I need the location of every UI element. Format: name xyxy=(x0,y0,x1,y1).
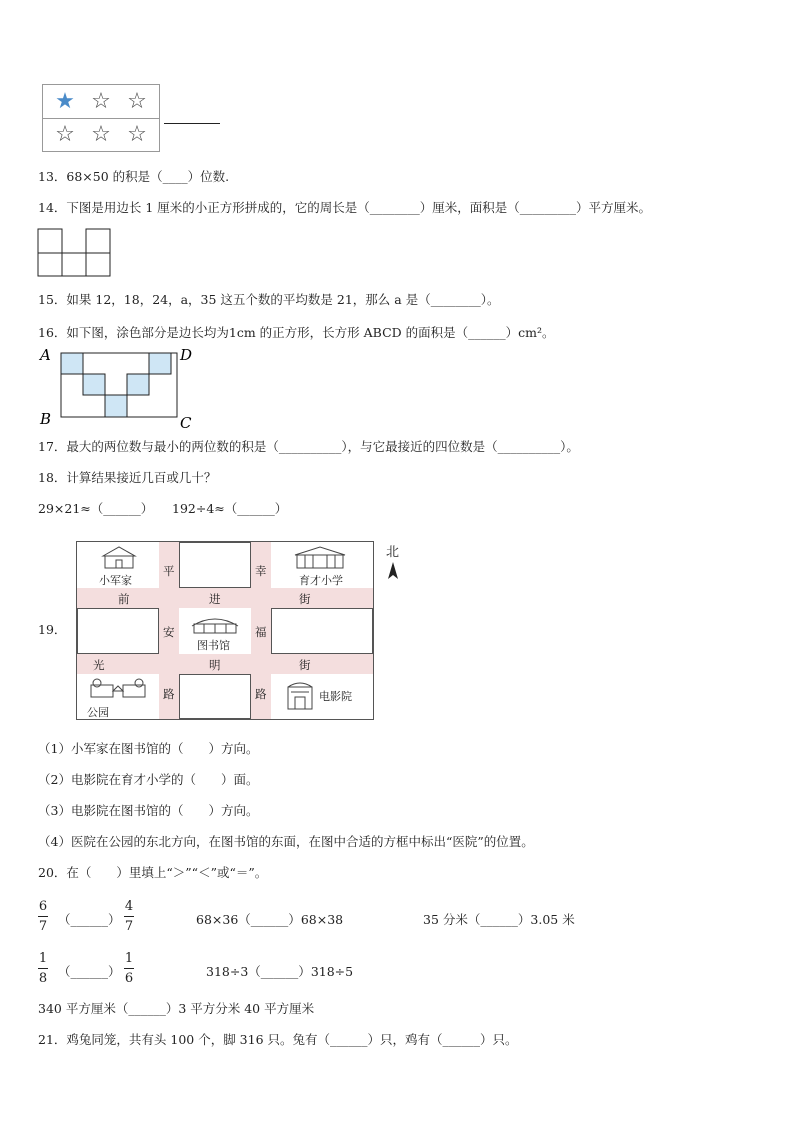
road-char: 幸 xyxy=(255,564,267,578)
fraction-1-8: 1 8 xyxy=(38,951,48,986)
north-label: 北 xyxy=(386,545,400,560)
block-library[interactable] xyxy=(179,608,251,654)
stars-row-2 xyxy=(43,118,159,151)
north-arrow-icon xyxy=(386,561,400,581)
road-char: 进 xyxy=(209,592,221,606)
road-char: 安 xyxy=(163,625,175,639)
fraction-4-7: 4 7 xyxy=(124,899,134,934)
question-17: 17．最大的两位数与最小的两位数的积是（__________），与它最接近的四位数是（__________）。 xyxy=(38,439,579,454)
q19-sub-1: （1）小军家在图书馆的（ ）方向。 xyxy=(38,741,259,756)
question-20: 20．在（ ）里填上“＞”“＜”或“＝”。 xyxy=(38,865,268,880)
road-char: 路 xyxy=(255,687,267,701)
cinema-icon xyxy=(285,679,315,711)
road-char: 前 xyxy=(118,592,130,606)
vertex-a-label: A xyxy=(40,346,51,364)
road-char: 街 xyxy=(299,592,311,606)
place-yucai-label: 育才小学 xyxy=(299,574,343,587)
block-empty-middle-left[interactable] xyxy=(77,608,159,654)
answer-blank[interactable]: （______） xyxy=(248,964,311,979)
road-char: 光 xyxy=(93,658,105,672)
q16-rectangle-figure xyxy=(38,344,198,430)
road-guangming-street xyxy=(77,654,373,674)
question-15: 15．如果 12，18，24，a，35 这五个数的平均数是 21，那么 a 是（________）。 xyxy=(38,292,500,307)
place-library-label: 图书馆 xyxy=(197,639,230,652)
house-icon xyxy=(99,545,139,569)
question-19-number: 19． xyxy=(38,622,67,637)
empty-star-icon: ☆ xyxy=(127,88,147,114)
q19-map xyxy=(76,541,374,720)
q18-expr-a: 29×21≈（______） xyxy=(38,501,154,516)
empty-star-icon: ☆ xyxy=(55,122,75,147)
empty-star-icon: ☆ xyxy=(91,122,111,147)
stars-row-1 xyxy=(43,85,159,118)
road-char: 明 xyxy=(209,658,221,672)
question-18: 18．计算结果接近几百或几十？ xyxy=(38,470,217,485)
compare-item-68x36: 68×36（______）68×38 xyxy=(196,912,344,927)
road-char: 路 xyxy=(163,687,175,701)
answer-blank[interactable]: （______） xyxy=(238,912,301,927)
vertex-c-label: C xyxy=(180,414,192,430)
park-icon xyxy=(87,677,149,699)
vertex-d-label: D xyxy=(180,346,193,364)
question-14: 14．下图是用边长 1 厘米的小正方形拼成的，它的周长是（________）厘米，面积是（_________）平方厘米。 xyxy=(38,200,652,215)
compare-item-length: 35 分米（______）3.05 米 xyxy=(423,912,575,927)
answer-line[interactable] xyxy=(164,123,220,124)
answer-blank[interactable]: （______） xyxy=(58,912,121,927)
block-empty-top-middle[interactable] xyxy=(179,542,251,588)
compare-item-318: 318÷3（______）318÷5 xyxy=(206,964,354,979)
vertex-b-label: B xyxy=(40,410,52,428)
place-xiaojun-label: 小军家 xyxy=(99,574,132,587)
answer-blank[interactable]: （______） xyxy=(467,912,531,927)
q19-sub-2: （2）电影院在育才小学的（ ）面。 xyxy=(38,772,259,787)
block-yucai[interactable] xyxy=(271,542,373,588)
road-char: 街 xyxy=(299,658,311,672)
place-cinema-label: 电影院 xyxy=(319,690,352,703)
q19-sub-3: （3）电影院在图书馆的（ ）方向。 xyxy=(38,803,259,818)
block-cinema[interactable] xyxy=(271,674,373,719)
fraction-6-7: 6 7 xyxy=(38,899,48,934)
answer-blank[interactable]: （______） xyxy=(58,964,121,979)
fraction-1-6: 1 6 xyxy=(124,951,134,986)
road-char: 平 xyxy=(163,564,175,578)
question-13: 13．68×50 的积是（____）位数. xyxy=(38,169,230,184)
filled-star-icon: ★ xyxy=(55,88,75,114)
question-21: 21．鸡兔同笼，共有头 100 个，脚 316 只。兔有（______）只，鸡有（______）只。 xyxy=(38,1032,518,1047)
block-park[interactable] xyxy=(77,674,159,719)
block-xiaojun[interactable] xyxy=(77,542,159,588)
place-park-label: 公园 xyxy=(87,706,109,719)
empty-star-icon: ☆ xyxy=(127,122,147,147)
compare-item-area: 340 平方厘米（______）3 平方分米 40 平方厘米 xyxy=(38,1001,315,1016)
stars-figure xyxy=(42,84,160,152)
block-empty-bottom-middle[interactable] xyxy=(179,674,251,719)
empty-star-icon: ☆ xyxy=(91,88,111,114)
q18-expr-b: 192÷4≈（______） xyxy=(172,501,288,516)
library-icon xyxy=(190,612,240,634)
school-icon xyxy=(293,545,347,569)
q14-square-figure xyxy=(37,228,113,278)
q19-sub-4: （4）医院在公园的东北方向，在图书馆的东面，在图中合适的方框中标出“医院”的位置。 xyxy=(38,834,534,849)
question-16: 16．如下图，涂色部分是边长均为1cm 的正方形，长方形 ABCD 的面积是（______）cm²。 xyxy=(38,325,555,340)
road-char: 福 xyxy=(255,625,267,639)
block-empty-middle-right[interactable] xyxy=(271,608,373,654)
